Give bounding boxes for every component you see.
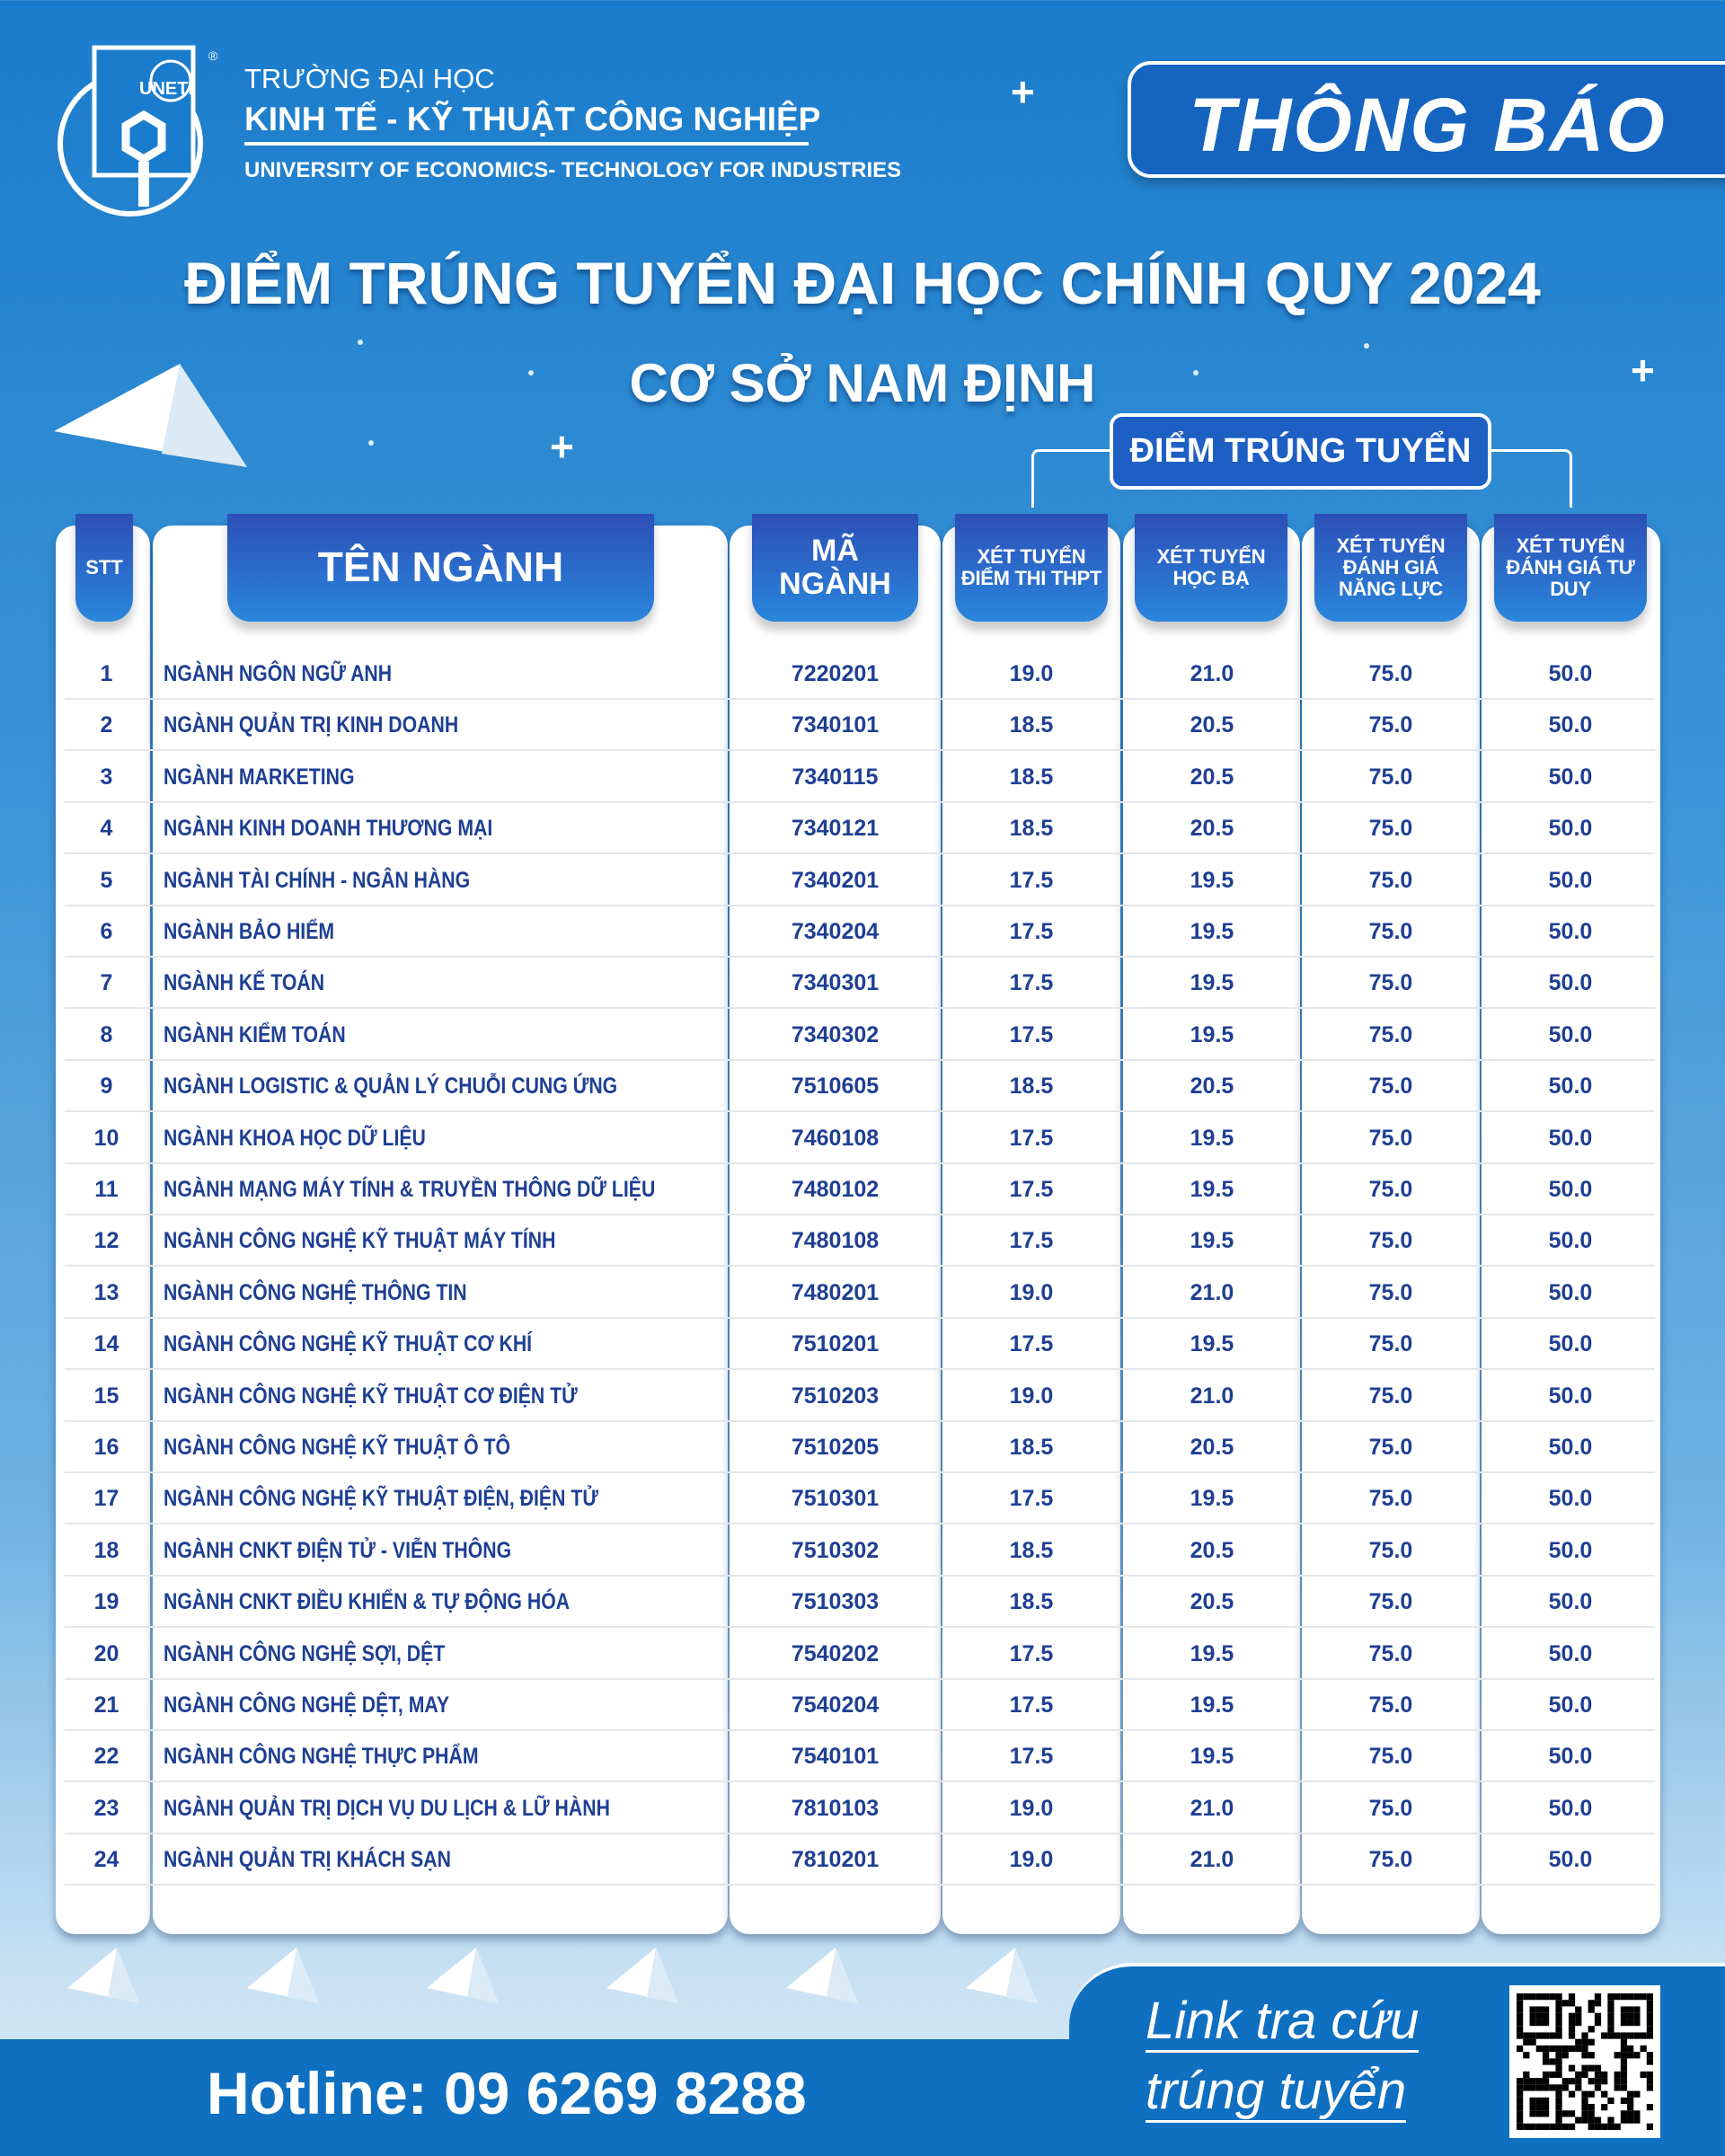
major-code-cell: 7220201 <box>791 661 880 686</box>
hocba-score-cell: 19.5 <box>1190 1177 1234 1202</box>
thpt-score-cell: 17.5 <box>1009 1640 1054 1666</box>
major-code-cell: 7510301 <box>791 1486 880 1512</box>
tuduy-score-cell: 50.0 <box>1548 1744 1593 1770</box>
major-name-cell: NGÀNH QUẢN TRỊ KHÁCH SẠN <box>164 1847 451 1873</box>
table-row <box>65 1010 1655 1061</box>
major-code-cell: 7540202 <box>791 1640 880 1666</box>
table-row <box>65 1422 1655 1473</box>
hotline: Hotline: 09 6269 8288 <box>207 2060 807 2126</box>
major-name-cell: NGÀNH KIỂM TOÁN <box>164 1021 346 1047</box>
thpt-score-cell: 19.0 <box>1009 1847 1054 1873</box>
tuduy-score-cell: 50.0 <box>1548 661 1593 686</box>
nangluc-score-cell: 75.0 <box>1368 1074 1413 1100</box>
major-code-cell: 7510205 <box>791 1435 880 1460</box>
major-name-cell: NGÀNH CÔNG NGHỆ KỸ THUẬT CƠ ĐIỆN TỬ <box>164 1383 578 1409</box>
tuduy-score-cell: 50.0 <box>1548 1537 1593 1563</box>
major-name-cell: NGÀNH CNKT ĐIỀU KHIỂN & TỰ ĐỘNG HÓA <box>164 1589 571 1615</box>
hocba-score-cell: 19.5 <box>1190 1228 1234 1254</box>
table-row <box>65 1834 1655 1886</box>
hocba-score-cell: 21.0 <box>1190 661 1234 686</box>
major-code-cell: 7480102 <box>791 1177 880 1202</box>
thpt-score-cell: 18.5 <box>1009 1537 1054 1563</box>
svg-text:®: ® <box>208 49 218 63</box>
university-logo <box>54 40 225 220</box>
tuduy-score-cell: 50.0 <box>1548 919 1593 944</box>
hocba-score-cell: 20.5 <box>1190 1537 1234 1563</box>
nangluc-score-cell: 75.0 <box>1368 1486 1413 1512</box>
nangluc-score-cell: 75.0 <box>1368 1125 1413 1151</box>
nangluc-score-cell: 75.0 <box>1368 1228 1413 1254</box>
major-code-cell: 7480201 <box>791 1279 880 1305</box>
major-name-cell: NGÀNH CÔNG NGHỆ THÔNG TIN <box>164 1279 467 1305</box>
major-code-cell: 7340302 <box>791 1021 880 1047</box>
tuduy-score-cell: 50.0 <box>1548 1331 1593 1357</box>
stt-cell: 5 <box>100 867 113 893</box>
major-code-cell: 7340101 <box>791 712 880 738</box>
page-title: ĐIỂM TRÚNG TUYỂN ĐẠI HỌC CHÍNH QUY 2024 <box>184 250 1541 316</box>
major-name-cell: NGÀNH CÔNG NGHỆ DỆT, MAY <box>164 1692 449 1718</box>
major-code-cell: 7480108 <box>791 1228 880 1254</box>
hocba-score-cell: 19.5 <box>1190 1744 1234 1770</box>
paper-plane-icon <box>427 1948 499 2010</box>
stt-cell: 14 <box>93 1331 119 1357</box>
table-row <box>65 1371 1655 1422</box>
table-row <box>65 1113 1655 1164</box>
header-hocba: XÉT TUYỂN HỌC BẠ <box>1135 514 1287 622</box>
thpt-score-cell: 19.0 <box>1009 1383 1054 1409</box>
sparkle-icon: + <box>1631 347 1655 393</box>
hocba-score-cell: 21.0 <box>1190 1383 1234 1409</box>
major-name-cell: NGÀNH BẢO HIỂM <box>164 919 335 944</box>
major-code-cell: 7510605 <box>791 1074 880 1100</box>
tuduy-score-cell: 50.0 <box>1548 1125 1593 1151</box>
table-row <box>65 752 1655 803</box>
paper-plane-icon <box>606 1948 678 2010</box>
stt-cell: 3 <box>100 764 113 790</box>
thpt-score-cell: 18.5 <box>1009 1074 1054 1100</box>
major-code-cell: 7340204 <box>791 919 880 944</box>
svg-text:UNETI: UNETI <box>139 79 193 99</box>
nangluc-score-cell: 75.0 <box>1368 1383 1413 1409</box>
paper-plane-icon <box>247 1948 319 2010</box>
nangluc-score-cell: 75.0 <box>1368 816 1413 842</box>
nangluc-score-cell: 75.0 <box>1368 1744 1413 1770</box>
nangluc-score-cell: 75.0 <box>1368 970 1413 996</box>
major-code-cell: 7340301 <box>791 970 880 996</box>
hocba-score-cell: 20.5 <box>1190 1074 1234 1100</box>
stt-cell: 17 <box>93 1486 119 1512</box>
hocba-score-cell: 20.5 <box>1190 1435 1234 1460</box>
nangluc-score-cell: 75.0 <box>1368 1279 1413 1305</box>
thpt-score-cell: 18.5 <box>1009 816 1054 842</box>
table-row <box>65 958 1655 1009</box>
page-subtitle: CƠ SỞ NAM ĐỊNH <box>629 353 1096 413</box>
table-row <box>65 1731 1655 1782</box>
tuduy-score-cell: 50.0 <box>1548 1435 1593 1460</box>
nangluc-score-cell: 75.0 <box>1368 919 1413 944</box>
major-name-cell: NGÀNH QUẢN TRỊ KINH DOANH <box>164 712 459 738</box>
table-row <box>65 855 1655 906</box>
table-row <box>65 906 1655 958</box>
university-name-english: UNIVERSITY OF ECONOMICS- TECHNOLOGY FOR INDUSTRIES <box>244 158 902 182</box>
major-name-cell: NGÀNH CÔNG NGHỆ THỰC PHẨM <box>164 1744 479 1770</box>
major-name-cell: NGÀNH MẠNG MÁY TÍNH & TRUYỀN THÔNG DỮ LIỆU <box>164 1177 656 1202</box>
table-row <box>65 1268 1655 1319</box>
tuduy-score-cell: 50.0 <box>1548 712 1593 738</box>
hocba-score-cell: 19.5 <box>1190 1486 1234 1512</box>
stt-cell: 19 <box>93 1589 119 1615</box>
stt-cell: 7 <box>100 970 113 996</box>
major-code-cell: 7510203 <box>791 1383 880 1409</box>
major-code-cell: 7540101 <box>791 1744 880 1770</box>
table-row <box>65 1319 1655 1370</box>
tuduy-score-cell: 50.0 <box>1548 1795 1593 1821</box>
thpt-score-cell: 18.5 <box>1009 1435 1054 1460</box>
dot-decoration <box>368 440 374 446</box>
major-code-cell: 7460108 <box>791 1125 880 1151</box>
hocba-score-cell: 21.0 <box>1190 1795 1234 1821</box>
major-code-cell: 7810103 <box>791 1795 880 1821</box>
tuduy-score-cell: 50.0 <box>1548 764 1593 790</box>
paper-plane-icon <box>786 1948 858 2010</box>
major-code-cell: 7540204 <box>791 1692 880 1718</box>
tuduy-score-cell: 50.0 <box>1548 1074 1593 1100</box>
hocba-score-cell: 20.5 <box>1190 816 1234 842</box>
thpt-score-cell: 17.5 <box>1009 970 1054 996</box>
stt-cell: 12 <box>93 1228 119 1254</box>
thpt-score-cell: 17.5 <box>1009 1486 1054 1512</box>
dot-decoration <box>358 340 363 345</box>
sparkle-icon: + <box>550 423 574 470</box>
stt-cell: 13 <box>93 1279 119 1305</box>
thpt-score-cell: 17.5 <box>1009 1021 1054 1047</box>
stt-cell: 18 <box>93 1537 119 1563</box>
university-name-line2: KINH TẾ - KỸ THUẬT CÔNG NGHIỆP <box>244 101 821 137</box>
nangluc-score-cell: 75.0 <box>1368 1331 1413 1357</box>
score-group-label: ĐIỂM TRÚNG TUYỂN <box>1110 413 1491 490</box>
qr-code-icon[interactable] <box>1509 1985 1660 2138</box>
hocba-score-cell: 19.5 <box>1190 970 1234 996</box>
hocba-score-cell: 19.5 <box>1190 1331 1234 1357</box>
stt-cell: 24 <box>93 1847 119 1873</box>
table-row <box>65 1525 1655 1577</box>
stt-cell: 8 <box>100 1021 113 1047</box>
major-name-cell: NGÀNH MARKETING <box>164 764 355 790</box>
table-row <box>65 700 1655 751</box>
stt-cell: 20 <box>93 1640 119 1666</box>
major-code-cell: 7340201 <box>791 867 880 893</box>
major-name-cell: NGÀNH TÀI CHÍNH - NGÂN HÀNG <box>164 867 471 893</box>
thpt-score-cell: 18.5 <box>1009 764 1054 790</box>
header-thpt: XÉT TUYỂN ĐIỂM THI THPT <box>955 514 1108 622</box>
stt-cell: 22 <box>93 1744 119 1770</box>
thpt-score-cell: 17.5 <box>1009 919 1054 944</box>
nangluc-score-cell: 75.0 <box>1368 1537 1413 1563</box>
hocba-score-cell: 21.0 <box>1190 1847 1234 1873</box>
thpt-score-cell: 17.5 <box>1009 1125 1054 1151</box>
nangluc-score-cell: 75.0 <box>1368 1177 1413 1202</box>
tuduy-score-cell: 50.0 <box>1548 1279 1593 1305</box>
tuduy-score-cell: 50.0 <box>1548 816 1593 842</box>
notice-label: THÔNG BÁO <box>1189 83 1667 167</box>
major-name-cell: NGÀNH LOGISTIC & QUẢN LÝ CHUỖI CUNG ỨNG <box>164 1074 618 1100</box>
stt-cell: 23 <box>93 1795 119 1821</box>
tuduy-score-cell: 50.0 <box>1548 1847 1593 1873</box>
stt-cell: 15 <box>93 1383 119 1409</box>
tuduy-score-cell: 50.0 <box>1548 1383 1593 1409</box>
table-row <box>65 803 1655 854</box>
tuduy-score-cell: 50.0 <box>1548 970 1593 996</box>
tuduy-score-cell: 50.0 <box>1548 867 1593 893</box>
nangluc-score-cell: 75.0 <box>1368 867 1413 893</box>
nangluc-score-cell: 75.0 <box>1368 1692 1413 1718</box>
nangluc-score-cell: 75.0 <box>1368 1589 1413 1615</box>
hocba-score-cell: 19.5 <box>1190 1125 1234 1151</box>
stt-cell: 1 <box>100 661 113 686</box>
thpt-score-cell: 18.5 <box>1009 1589 1054 1615</box>
stt-cell: 4 <box>100 816 113 842</box>
stt-cell: 21 <box>93 1692 119 1718</box>
tuduy-score-cell: 50.0 <box>1548 1228 1593 1254</box>
major-name-cell: NGÀNH KHOA HỌC DỮ LIỆU <box>164 1125 426 1151</box>
major-name-cell: NGÀNH CÔNG NGHỆ KỸ THUẬT Ô TÔ <box>164 1435 511 1460</box>
table-row <box>65 1061 1655 1112</box>
major-code-cell: 7510303 <box>791 1589 880 1615</box>
nangluc-score-cell: 75.0 <box>1368 1847 1413 1873</box>
paper-plane-icon <box>966 1948 1038 2010</box>
table-row <box>65 1473 1655 1524</box>
thpt-score-cell: 17.5 <box>1009 1228 1054 1254</box>
nangluc-score-cell: 75.0 <box>1368 661 1413 686</box>
major-code-cell: 7510201 <box>791 1331 880 1357</box>
major-name-cell: NGÀNH CÔNG NGHỆ SỢI, DỆT <box>164 1640 446 1666</box>
thpt-score-cell: 18.5 <box>1009 712 1054 738</box>
major-name-cell: NGÀNH CÔNG NGHỆ KỸ THUẬT ĐIỆN, ĐIỆN TỬ <box>164 1486 598 1512</box>
thpt-score-cell: 19.0 <box>1009 1279 1054 1305</box>
table-row <box>65 1215 1655 1267</box>
thpt-score-cell: 17.5 <box>1009 1177 1054 1202</box>
table-row <box>65 1680 1655 1731</box>
thpt-score-cell: 17.5 <box>1009 867 1054 893</box>
hocba-score-cell: 20.5 <box>1190 764 1234 790</box>
tuduy-score-cell: 50.0 <box>1548 1692 1593 1718</box>
sparkle-icon: + <box>1011 68 1035 115</box>
lookup-link-line1[interactable]: Link tra cứu <box>1146 1993 1419 2053</box>
major-name-cell: NGÀNH CNKT ĐIỆN TỬ - VIỄN THÔNG <box>164 1537 512 1563</box>
paper-plane-icon <box>67 1948 139 2010</box>
major-name-cell: NGÀNH KINH DOANH THƯƠNG MẠI <box>164 816 493 842</box>
header-stt: STT <box>75 514 133 622</box>
hocba-score-cell: 19.5 <box>1190 867 1234 893</box>
major-code-cell: 7510302 <box>791 1537 880 1563</box>
stt-cell: 2 <box>100 712 113 738</box>
major-code-cell: 7340121 <box>791 816 880 842</box>
major-name-cell: NGÀNH NGÔN NGỮ ANH <box>164 661 393 686</box>
header-nangluc: XÉT TUYỂN ĐÁNH GIÁ NĂNG LỰC <box>1314 514 1467 622</box>
major-code-cell: 7810201 <box>791 1847 880 1873</box>
nangluc-score-cell: 75.0 <box>1368 1021 1413 1047</box>
major-name-cell: NGÀNH KẾ TOÁN <box>164 970 325 996</box>
hocba-score-cell: 19.5 <box>1190 1692 1234 1718</box>
tuduy-score-cell: 50.0 <box>1548 1589 1593 1615</box>
dot-decoration <box>1364 343 1369 349</box>
hocba-score-cell: 19.5 <box>1190 919 1234 944</box>
major-name-cell: NGÀNH CÔNG NGHỆ KỸ THUẬT MÁY TÍNH <box>164 1228 556 1254</box>
header-code: MÃ NGÀNH <box>752 514 918 622</box>
thpt-score-cell: 19.0 <box>1009 1795 1054 1821</box>
hocba-score-cell: 20.5 <box>1190 1589 1234 1615</box>
table-row <box>65 1164 1655 1215</box>
stt-cell: 6 <box>100 919 113 944</box>
tuduy-score-cell: 50.0 <box>1548 1177 1593 1202</box>
major-name-cell: NGÀNH CÔNG NGHỆ KỸ THUẬT CƠ KHÍ <box>164 1331 533 1357</box>
hocba-score-cell: 19.5 <box>1190 1021 1234 1047</box>
divider <box>244 142 809 146</box>
notice-badge <box>1128 61 1725 178</box>
thpt-score-cell: 17.5 <box>1009 1744 1054 1770</box>
thpt-score-cell: 17.5 <box>1009 1331 1054 1357</box>
nangluc-score-cell: 75.0 <box>1368 712 1413 738</box>
university-name-line1: TRƯỜNG ĐẠI HỌC <box>244 63 495 94</box>
stt-cell: 16 <box>93 1435 119 1460</box>
table-row <box>65 1629 1655 1680</box>
tuduy-score-cell: 50.0 <box>1548 1486 1593 1512</box>
nangluc-score-cell: 75.0 <box>1368 1640 1413 1666</box>
stt-cell: 10 <box>93 1125 119 1151</box>
table-row <box>65 1783 1655 1834</box>
thpt-score-cell: 19.0 <box>1009 661 1054 686</box>
header-name: TÊN NGÀNH <box>227 514 654 622</box>
tuduy-score-cell: 50.0 <box>1548 1640 1593 1666</box>
hocba-score-cell: 19.5 <box>1190 1640 1234 1666</box>
lookup-link-line2[interactable]: trúng tuyển <box>1146 2063 1406 2123</box>
nangluc-score-cell: 75.0 <box>1368 764 1413 790</box>
tuduy-score-cell: 50.0 <box>1548 1021 1593 1047</box>
nangluc-score-cell: 75.0 <box>1368 1435 1413 1460</box>
stt-cell: 11 <box>94 1177 119 1202</box>
nangluc-score-cell: 75.0 <box>1368 1795 1413 1821</box>
major-name-cell: NGÀNH QUẢN TRỊ DỊCH VỤ DU LỊCH & LỮ HÀNH <box>164 1795 610 1821</box>
thpt-score-cell: 17.5 <box>1009 1692 1054 1718</box>
major-code-cell: 7340115 <box>792 764 879 790</box>
hocba-score-cell: 21.0 <box>1190 1279 1234 1305</box>
table-row <box>65 1577 1655 1628</box>
table-row <box>65 649 1655 700</box>
hocba-score-cell: 20.5 <box>1190 712 1234 738</box>
header-tuduy: XÉT TUYỂN ĐÁNH GIÁ TƯ DUY <box>1494 514 1647 622</box>
stt-cell: 9 <box>100 1074 113 1100</box>
